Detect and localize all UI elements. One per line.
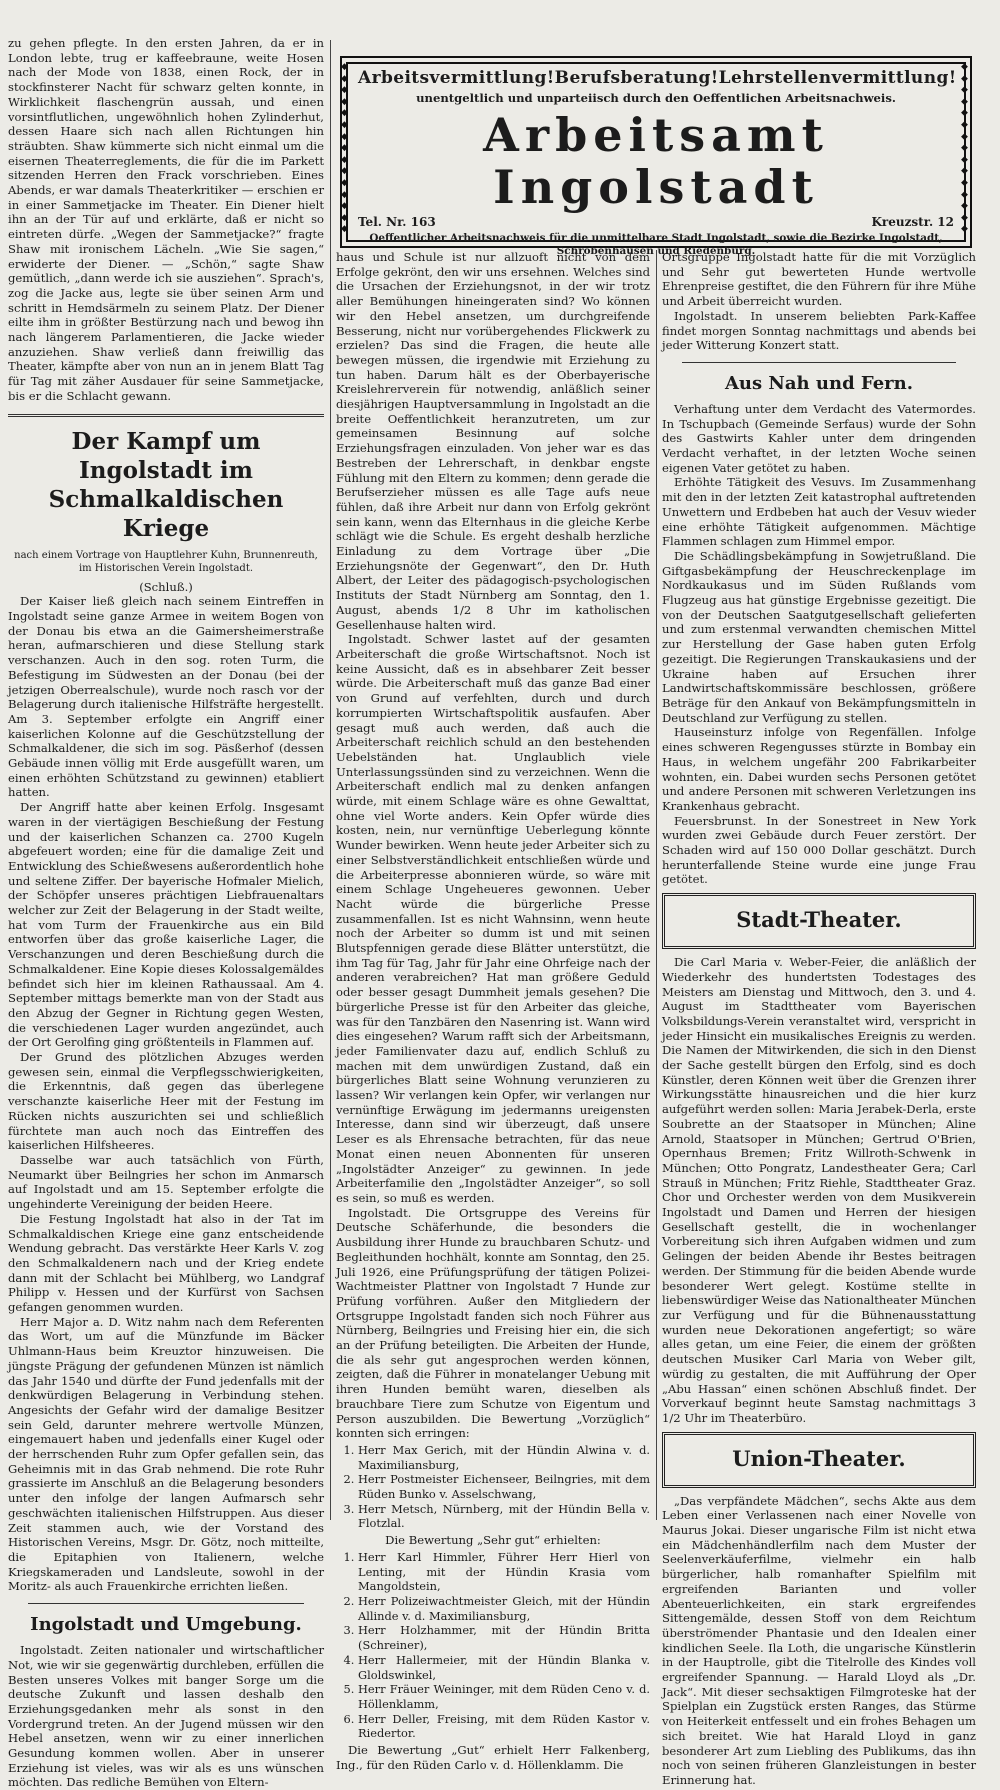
news-item: Verhaftung unter dem Verdacht des Vatermordes. In Tschupbach (Gemeinde Serfaus) wurde der Sohn des Gastwirts Kahler unter dem dringenden Verdacht verhaftet, in der letzten Woche seinen eigenen Vater getötet zu haben. <box>662 401 976 475</box>
article-paragraph: Der Angriff hatte aber keinen Erfolg. Insgesamt waren in der viertägigen Beschießung der Festung und der kaiserlichen Schanzen ca. 2700 Kugeln abgefeuert worden; eine für die damalige Zeit und Entwicklung des Schießwesens außerordentlich hohe und seltene Ziffer. Der bayerische Hofmaler Mielich, der Schöpfer unseres prächtigen Liebfrauenaltars welcher zur Zeit der Belagerung in der Stadt weilte, hat vom Turm der Frauenkirche aus ein Bild entworfen über das große kaiserliche Lager, die Verschanzungen und deren Beschießung durch die Schmalkaldener. Eine Kopie dieses Kolossalgemäldes befindet sich hier im kleinen Rathaussaal. Am 4. September mittags bemerkte man von der Stadt aus den Abzug der Gegner in Richtung gegen Westen, die verschiedenen Lager wurden angezündet, auch der Ort Gerolfing ging größtenteils in Flammen auf. <box>8 800 324 1050</box>
section-headline-ingolstadt: Ingolstadt und Umgebung. <box>30 1614 302 1636</box>
award-list-sehr-gut <box>336 1550 650 1741</box>
list-item: 3. Herr Holzhammer, mit der Hündin Britta (Schreiner), <box>358 1623 650 1652</box>
ad-subtitle: unentgeltlich und unparteiisch durch den Oeffentlichen Arbeitsnachweis. <box>416 91 896 105</box>
section-divider <box>8 414 324 417</box>
article-paragraph-schaeferhunde: Ingolstadt. Die Ortsgruppe des Vereins für Deutsche Schäferhunde, die besonders die Ausbildung ihrer Hunde zu brauchbaren Schutz- und Begleithunden hochhält, konnte am Sonntag, den 25. Juli 1926, eine Prüfungsprüfung der tätigen Polizei-Wachtmeister Plattner von Ingolstadt 7 Hunde zur Prüfung vorführen. Außer den Mitgliedern der Ortsgruppe Ingolstadt fanden sich noch Führer aus Nürnberg, Beilngries und Freising hier ein, die sich an der Prüfung beteiligten. Die Arbeiten der Hunde, die als sehr gut angesprochen werden können, zeigten, daß die Führer in monatelanger Uebung mit ihren Hunden bemüht waren, dieselben als brauchbare Tiere zum Schutze von Eigentum und Person auszubilden. Die Bewertung „Vorzüglich“ konnten sich erringen: <box>336 1205 650 1441</box>
union-theater-text: „Das verpfändete Mädchen“, sechs Akte aus dem Leben einer Verlassenen nach einer Novelle von Maurus Jokai. Dieser ungarische Film ist nicht etwa ein Mädchenhändlerfilm nach dem Muster der Seelenverkäuferfilme, vielmehr ein halb bürgerlicher, halb romanhafter Spielfilm mit ergreifenden Barianten und voller Abenteuerlichkeiten, ein stark ergreifendes Sittengemälde, dessen Stoff von dem Reichtum überströmender Phantasie und den Idealen einer kindlichen Seele. Ila Loth, die ungarische Künstlerin in der Hauptrolle, gibt die Titelrolle des Kindes voll ergreifender Spannung. — Harald Lloyd als „Dr. Jack“. Mit dieser sechsaktigen Filmgroteske hat der Spielplan ein Zugstück ersten Ranges, das Stürme von Heiterkeit entfesselt und ein frohes Behagen um sich breitet. Wie hat Harald Lloyd in ganz besonderer Art zum Liebling des Publikums, das ihn noch von seinen früheren Glanzleistungen in bester Erinnerung hat. <box>662 1493 976 1787</box>
article-paragraph: Ingolstadt. Zeiten nationaler und wirtschaftlicher Not, wie wir sie gegenwärtig durchleben, erfüllen die Besten unseres Volkes mit banger Sorge um die deutsche Zukunft und lassen deshalb den Erziehungsgedanken mehr als sonst in den Vordergrund treten. An der Jugend müssen wir den Hebel ansetzen, wenn wir zu einer innerlichen Gesundung kommen wollen. Aber in unserer Erziehung ist vieles, was wir als es uns wünschen möchten. Das redliche Bemühen von Eltern- <box>8 1643 324 1790</box>
list-item: 1. Herr Karl Himmler, Führer Herr Hierl von Lenting, mit der Hündin Krasia vom Mangoldstein, <box>358 1550 650 1594</box>
article-paragraph: haus und Schule ist nur allzuoft nicht von dem Erfolge gekrönt, den wir uns ersehnen. Welches sind die Ursachen der Erziehungsnot, in der wir trotz aller Bemühungen hineingeraten sind? Wo können wir den Hebel ansetzen, um durchgreifende Besserung, nicht nur vorübergehendes Flickwerk zu erzielen? Das sind die Fragen, die heute alle bewegen müssen, die irgendwie mit Erziehung zu tun haben. Darum hält es der Oberbayerische Kreislehrerverein für notwendig, anläßlich seiner diesjährigen Hauptversammlung in Ingolstadt an die breite Oeffentlichkeit heranzutreten, um zur gemeinsamen Besinnung auf solche Erziehungsfragen einzuladen. Von jeher war es das Bestreben der Lehrerschaft, in denkbar engste Fühlung mit den Eltern zu kommen; denn gerade die Berufserzieher müssen es alle Tage aufs neue fühlen, daß ihre Arbeit nur dann von Erfolg gekrönt sein kann, wenn das Elternhaus in die gleiche Kerbe schlägt wie die Schule. Es ergeht deshalb herzliche Einladung zu dem Vortrage über „Die Erziehungsnöte der Gegenwart“, den Dr. Huth Albert, der Leiter des pädagogisch-psychologischen Instituts der Stadt Nürnberg am Sonntag, den 1. August, abends 1/2 8 Uhr im katholischen Gesellenhause halten wird. <box>336 250 650 632</box>
list-item: 3. Herr Metsch, Nürnberg, mit der Hündin Bella v. Flotzlal. <box>358 1502 650 1531</box>
union-theater-title: Union-Theater. <box>732 1445 906 1471</box>
award-heading-sehr-gut: Die Bewertung „Sehr gut“ erhielten: <box>385 1533 601 1548</box>
list-item: 1. Herr Max Gerich, mit der Hündin Alwina v. d. Maximiliansburg, <box>358 1443 650 1472</box>
article-paragraph: Die Festung Ingolstadt hat also in der Tat im Schmalkaldischen Kriege eine ganz entscheidende Wendung gebracht. Das verstärkte Heer Karls V. zog den Schmalkaldenern nach und der Krieg endete dann mit der Schlacht bei Mühlberg, wo Landgraf Philipp v. Hessen und der Kurfürst von Sachsen gefangen genommen wurden. <box>8 1211 324 1315</box>
article-byline: nach einem Vortrage von Hauptlehrer Kuhn, Brunnenreuth, im Historischen Verein Ingolstadt. <box>14 549 318 574</box>
article-paragraph: Dasselbe war auch tatsächlich von Fürth, Neumarkt über Beilngries her schon im Anmarsch auf Ingolstadt und am 15. September erfolgte die ungehinderte Vereinigung der beiden Heere. <box>8 1153 324 1212</box>
award-list-vorzueglich <box>336 1443 650 1531</box>
arbeitsamt-advertisement <box>340 56 972 257</box>
ad-address: Kreuzstr. 12 <box>871 215 954 229</box>
article-paragraph: Ortsgruppe Ingolstadt hatte für die mit Vorzüglich und Sehr gut bewerteten Hunde wertvolle Ehrenpreise gestiftet, die den Führern für ihre Mühe und Arbeit überreicht wurden. <box>662 250 976 309</box>
news-item: Hauseinsturz infolge von Regenfällen. Infolge eines schweren Regengusses stürzte in Bombay ein Haus, in welchem ungefähr 200 Fabrikarbeiter wohnten, ein. Dabei wurden sechs Personen getötet und andere Personen mit schweren Verletzungen ins Krankenhaus gebracht. <box>662 725 976 813</box>
column-middle <box>336 250 650 1772</box>
ad-footer: Oeffentlicher Arbeitsnachweis für die unmittelbare Stadt Ingolstadt, sowie die Bezirke Ingolstadt, Schrobenhausen und Riedenburg. <box>369 232 943 257</box>
ad-border-ornament-left: ◆ ◆ ◆ ◆ ◆ ◆ ◆ ◆ ◆ ◆ ◆ ◆ ◆ ◆ ◆ <box>341 62 348 235</box>
article-paragraph: Die Bewertung „Gut“ erhielt Herr Falkenberg, Ing., für den Rüden Carlo v. d. Höllenklamm. Die <box>336 1743 650 1772</box>
column-right <box>662 250 976 1787</box>
union-theater-box <box>662 1432 976 1488</box>
section-divider <box>682 362 956 363</box>
shaw-anecdote-text: zu gehen pflegte. In den ersten Jahren, da er in London lebte, trug er kaffeebraune, weite Hosen nach der Mode von 1838, einen Rock, der in stockfinsterer Nacht für schwarz gelten konnte, in Wirklichkeit flaschengrün aussah, und einen vorsintflutlichen, ungewöhnlich hohen Zylinderhut, dessen Haare sich nach allen Richtungen hin sträubten. Shaw kümmerte sich nicht einmal um die eisernen Theaterreglements, die für die im Parkett sitzenden Herren den Frack vorschrieben. Eines Abends, er war damals Theaterkritiker — erschien er in einer Sammetjacke im Theater. Ein Diener hielt ihn an der Tür auf und erklärte, daß er nicht so eintreten dürfe. „Wegen der Sammetjacke?“ fragte Shaw mit ironischem Lächeln. „Wie Sie sagen,“ erwiderte der Diener. — „Schön,“ sagte Shaw gemütlich, „dann werde ich sie ausziehen“. Sprach's, zog die Jacke aus, legte sie über seinen Arm und schritt in Hemdsärmeln zu seinem Platz. Der Diener eilte ihm in größter Bestürzung nach und bewog ihn nach längerem Parlamentieren, die Jacke wieder anzuziehen. Shaw verließ dann freiwillig das Theater, kämpfte aber von nun an in jenem Blatt Tag für Tag mit zäher Ausdauer für seine Sammetjacke, bis er die Schlacht gewann. <box>8 36 324 403</box>
news-item: Erhöhte Tätigkeit des Vesuvs. Im Zusammenhang mit den in der letzten Zeit katastrophal auftretenden Unwettern und Erdbeben hat auch der Vesuv wieder eine erhöhte Tätigkeit aufgenommen. Mächtige Flammen schlagen zum Himmel empor. <box>662 475 976 549</box>
column-rule-left <box>330 40 331 1520</box>
article-paragraph: Ingolstadt. In unserem beliebten Park-Kaffee findet morgen Sonntag nachmittags und abends bei jeder Witterung Konzert statt. <box>662 308 976 353</box>
ad-telephone: Tel. Nr. 163 <box>358 215 436 229</box>
ad-border-ornament-right: ◆ ◆ ◆ ◆ ◆ ◆ ◆ ◆ ◆ ◆ ◆ ◆ ◆ ◆ ◆ <box>961 62 968 235</box>
stadt-theater-title: Stadt-Theater. <box>736 907 902 933</box>
article-paragraph: Herr Major a. D. Witz nahm nach dem Referenten das Wort, um auf die Münzfunde im Bäcker Uhlmann-Haus beim Kreuztor hinzuweisen. Die jüngste Prägung der gefundenen Münzen ist nämlich das Jahr 1540 und dürfte der Fund jedenfalls mit der denkwürdigen Belagerung in Verbindung stehen. Angesichts der Gefahr wird der damalige Besitzer sein Geld, darunter mehrere wertvolle Münzen, eingemauert haben und jedenfalls einer Kugel oder der herrschenden Ruhr zum Opfer gefallen sein, das Geheimnis mit in das Grab nehmend. Die rote Ruhr grassierte im Anschluß an die Belagerung besonders unter den infolge der langen Aufmarsch sehr geschwächten italienischen Hilfstruppen. Aus dieser Zeit stammen auch, wie der Vorstand des Historischen Vereins, Msgr. Dr. Götz, noch mitteilte, die Epitaphien von Italienern, welche Kriegskameraden und Landsleute, sowohl in der Moritz- als auch Frauenkirche errichten ließen. <box>8 1314 324 1594</box>
stadt-theater-box <box>662 893 976 949</box>
ad-title: Arbeitsamt Ingolstadt <box>483 108 829 214</box>
article-paragraph-arbeiterschaft: Ingolstadt. Schwer lastet auf der gesamten Arbeiterschaft die große Wirtschaftsnot. Noch ist keine Aussicht, daß es in absehbarer Zeit besser würde. Die Arbeiterschaft muß das ganze Bad einer von Grund auf verfehlten, durch und durch korrumpierten Wirtschaftspolitik ausfaufen. Aber gesagt muß auch werden, daß auch die Arbeiterschaft reichlich schuld an den bestehenden Uebelständen hat. Unglaublich viele Unterlassungssünden sind zu verzeichnen. Wenn die Arbeiterschaft endlich mal zu denken anfangen würde, mit einem Schlage wäre es ohne Gewalttat, ohne viel Worte anders. Kein Opfer würde dies kosten, nein, nur vernünftige Ueberlegung könnte Wunder bewirken. Wenn heute jeder Arbeiter sich zu einer Selbstverständlichkeit entschließen würde und die Arbeiterpresse abonnieren würde, so wäre mit einem Schlage Ungeheueres gewonnen. Ueber Nacht würde die bürgerliche Presse zusammenfallen. Ist es nicht Wahnsinn, wenn heute noch der Arbeiter so dumm ist und mit seinen Blutspfennigen gerade diese Blätter unterstützt, die ihm Tag für Tag, Jahr für Jahr eine Ohrfeige nach der anderen verabreichen? Hat man größere Geduld oder besser gesagt Dummheit jemals gesehen? Die bürgerliche Presse ist für den Arbeiter das gleiche, was für den Tanzbären den Nasenring ist. Wann wird dies eingesehen? Warum rafft sich der Arbeitsmann, jeder Familienvater dazu auf, endlich Schluß zu machen mit dem unwürdigen Zustand, daß ein bürgerliches Blatt seine Wohnung verunzieren zu lassen? Wir verlangen kein Opfer, wir verlangen nur vernünftige Erwägung im jedermanns ureigensten Interesse, dann sind wir überzeugt, daß unsere Leser es als Ehrensache betrachten, für das neue Monat einen neuen Abonnenten für unseren „Ingolstädter Anzeiger“ zu gewinnen. In jede Arbeiterfamilie den „Ingolstädter Anzeiger“, so soll es sein, so muß es werden. <box>336 632 650 1205</box>
list-item: 2. Herr Polizeiwachtmeister Gleich, mit der Hündin Allinde v. d. Maximiliansburg, <box>358 1594 650 1623</box>
list-item: 6. Herr Deller, Freising, mit dem Rüden Kastor v. Riedertor. <box>358 1712 650 1741</box>
list-item: 4. Herr Hallermeier, mit der Hündin Blanka v. Gloldswinkel, <box>358 1653 650 1682</box>
article-paragraph: Der Grund des plötzlichen Abzuges werden gewesen sein, einmal die Verpflegsschwierigkeiten, die Erkenntnis, daß gegen das überlegene verschanzte kaiserliche Heer mit der Festung im Rücken nichts auszurichten sei und schließlich fürchtete man auch noch das Eintreffen des kaiserlichen Hilfsheeres. <box>8 1050 324 1153</box>
article-headline-kampf: Der Kampf um Ingolstadt im Schmalkaldischen Kriege <box>48 427 284 542</box>
column-left <box>8 36 324 1790</box>
list-item: 2. Herr Postmeister Eichenseer, Beilngries, mit dem Rüden Bunko v. Asselschwang, <box>358 1472 650 1501</box>
stadt-theater-text: Die Carl Maria v. Weber-Feier, die anläßlich der Wiederkehr des hundertsten Todestages des Meisters am Dienstag und Mittwoch, den 3. und 4. August im Stadttheater vom Bayerischen Volksbildungs-Verein veranstaltet wird, verspricht in jeder Hinsicht ein musikalisches Ereignis zu werden. Die Namen der Mitwirkenden, die sich in den Dienst der Sache gestellt bürgen den Erfolg, sind es doch Künstler, deren Können weit über die Grenzen ihrer Wirkungsstätte hinausreichen und die hier kurz aufgeführt werden sollen: Maria Jerabek-Derla, erste Soubrette an der Staatsoper in München; Aline Arnold, Staatsoper in München; Gertrud O'Brien, Opernhaus Bremen; Fritz Willroth-Schwenk in München; Otto Pongratz, Landestheater Gera; Carl Strauß in München; Fritz Riehle, Stadttheater Graz. Chor und Orchester werden von dem Musikverein Ingolstadt und Damen und Herren der hiesigen Gesellschaft gestellt, die in wochenlanger Vorbereitung sich ihren Aufgaben widmen und zum Gelingen der beiden Abende ihr Bestes beitragen werden. Der Stimmung für die beiden Abende wurde besonderer Wert gelegt. Kostüme stellte in liebenswürdiger Weise das Nationaltheater München zur Verfügung und für die Bühnenausstattung wurden neue Dekorationen angefertigt; so wäre alles getan, um eine Feier, die einem der größten deutschen Musiker Carl Maria von Weber gilt, würdig zu gestalten, die mit Aufführung der Oper „Abu Hassan“ einen schönen Abschluß findet. Der Vorverkauf beginnt heute Samstag nachmittags 3 1/2 Uhr im Theaterbüro. <box>662 955 976 1425</box>
column-rule-right <box>656 250 657 1520</box>
section-headline-nah-fern: Aus Nah und Fern. <box>724 372 914 394</box>
section-divider <box>28 1603 304 1604</box>
ad-heading-berufsberatung: Berufsberatung! <box>554 68 719 88</box>
ad-heading-arbeitsvermittlung: Arbeitsvermittlung! <box>358 68 555 88</box>
article-paragraph: Der Kaiser ließ gleich nach seinem Eintreffen in Ingolstadt seine ganze Armee in weitem Bogen von der Donau bis etwa an die Gaimersheimerstraße heran, aufmarschieren und diese Stellung stark verschanzen. Auch in den sog. roten Turm, die Befestigung im Südwesten an der Donau (bei der jetzigen Oberrealschule), wurde noch rasch vor der Belagerung durch italienische Hilfsträfte hergestellt. Am 3. September erfolgte ein Angriff einer kaiserlichen Kolonne auf die Geschützstellung der Schmalkaldener, die sich im sog. Päsßerhof (dessen Gebäude innen völlig mit Erde ausgefüllt waren, um einen erhöhten Schützstand zu gewinnen) etabliert hatten. <box>8 594 324 800</box>
list-item: 5. Herr Fräuer Weininger, mit dem Rüden Ceno v. d. Höllenklamm, <box>358 1682 650 1711</box>
news-item: Feuersbrunst. In der Sonestreet in New York wurden zwei Gebäude durch Feuer zerstört. Der Schaden wird auf 150 000 Dollar geschätzt. Durch herunterfallende Steine wurde eine junge Frau getötet. <box>662 813 976 887</box>
news-item: Die Schädlingsbekämpfung in Sowjetrußland. Die Giftgasbekämpfung der Heuschreckenplage im Nordkaukasus und im Süden Rußlands vom Flugzeug aus hat günstige Ergebnisse gezeitigt. Die von der Deutschen Saatgutgesellschaft gelieferten und zum erstenmal verwandten chemischen Mittel zur Herstellung der Gase haben guten Erfolg gezeitigt. Die Regierungen Transkaukasiens und der Ukraine haben auf Ersuchen ihrer Landwirtschaftskommissäre beschlossen, größere Beträge für den Ankauf von Bekämpfungsmitteln in Deutschland zur Verfügung zu stellen. <box>662 548 976 725</box>
ad-heading-lehrstellen: Lehrstellenvermittlung! <box>718 68 957 88</box>
article-continuation: (Schluß.) <box>139 579 193 594</box>
